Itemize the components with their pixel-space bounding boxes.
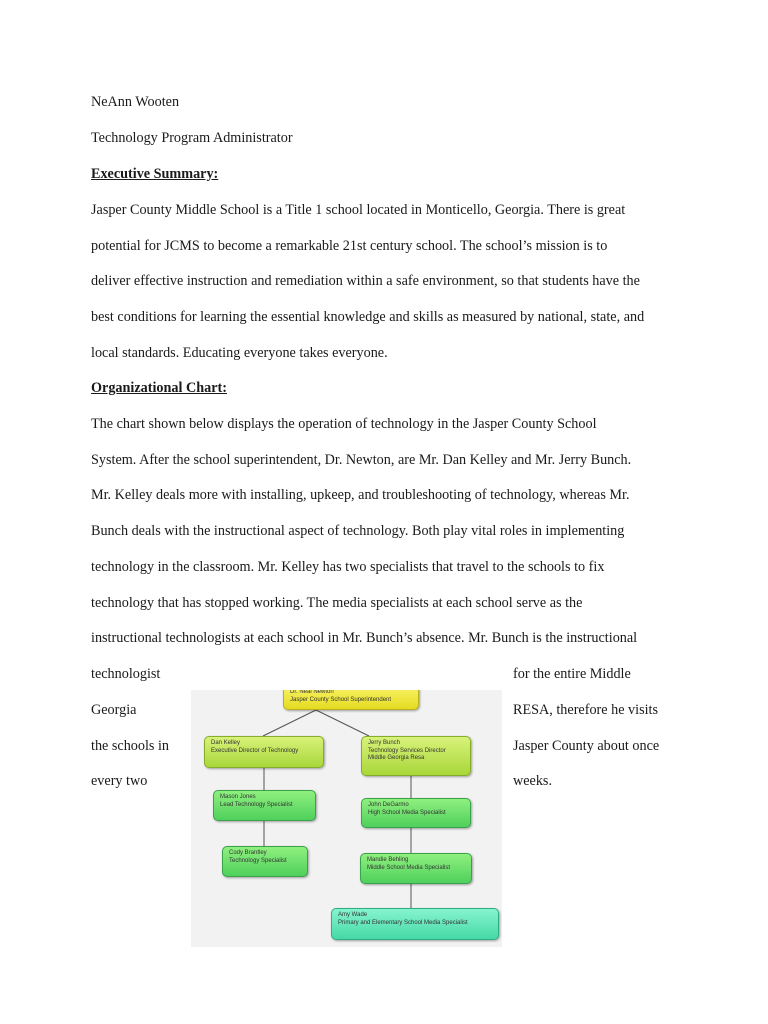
behling-name: Mandie Behling bbox=[367, 857, 409, 863]
summary-line: potential for JCMS to become a remarkable 21st century school. The school’s mission is to bbox=[91, 238, 608, 254]
bunch-role-2: Middle Georgia Resa bbox=[368, 755, 425, 761]
wrap-text-right: for the entire Middle bbox=[513, 666, 631, 682]
jones-box bbox=[213, 790, 316, 821]
connector-line bbox=[263, 710, 316, 736]
org-line: instructional technologists at each school in Mr. Bunch’s absence. Mr. Bunch is the instructional bbox=[91, 630, 638, 646]
wrap-text-left: the schools in bbox=[91, 738, 170, 754]
author-name: NeAnn Wooten bbox=[91, 94, 180, 110]
kelley-name: Dan Kelley bbox=[211, 740, 241, 746]
kelley-role: Executive Director of Technology bbox=[211, 747, 299, 754]
summary-line: deliver effective instruction and remediation within a safe environment, so that students have the bbox=[91, 273, 640, 289]
degarmo-role: High School Media Specialist bbox=[368, 809, 446, 816]
bunch-role: Technology Services Director bbox=[368, 747, 446, 754]
author-title: Technology Program Administrator bbox=[91, 130, 293, 146]
org-line: The chart shown below displays the operation of technology in the Jasper County School bbox=[91, 416, 597, 432]
degarmo-box bbox=[361, 798, 471, 828]
kelley-box bbox=[204, 736, 324, 768]
wrap-text-right: Jasper County about once bbox=[513, 738, 660, 754]
wrap-text-left: technologist bbox=[91, 666, 161, 682]
wrap-text-right: RESA, therefore he visits bbox=[513, 702, 658, 718]
jones-role: Lead Technology Specialist bbox=[220, 801, 293, 808]
summary-line: best conditions for learning the essential knowledge and skills as measured by national, state, and bbox=[91, 309, 645, 325]
connector-line bbox=[316, 710, 369, 736]
executive-summary-heading: Executive Summary: bbox=[91, 166, 219, 182]
bunch-name: Jerry Bunch bbox=[368, 740, 401, 746]
superintendent-box bbox=[283, 690, 419, 710]
wade-role: Primary and Elementary School Media Specialist bbox=[338, 919, 468, 926]
superintendent-role: Jasper County School Superintendent bbox=[290, 696, 392, 703]
org-chart-heading: Organizational Chart: bbox=[91, 380, 227, 396]
org-line: technology that has stopped working. The media specialists at each school serve as the bbox=[91, 595, 583, 611]
superintendent-name: Dr. Neal Newton bbox=[290, 690, 334, 695]
org-line: Mr. Kelley deals more with installing, upkeep, and troubleshooting of technology, whereas Mr. bbox=[91, 487, 630, 503]
wade-name: Amy Wade bbox=[338, 912, 368, 918]
brantley-role: Technology Specialist bbox=[229, 857, 287, 864]
org-line: technology in the classroom. Mr. Kelley has two specialists that travel to the schools to fix bbox=[91, 559, 605, 575]
degarmo-name: John DeGarmo bbox=[368, 802, 409, 808]
org-line: Bunch deals with the instructional aspect of technology. Both play vital roles in implementing bbox=[91, 523, 625, 539]
brantley-box bbox=[222, 846, 308, 877]
wrap-text-left: Georgia bbox=[91, 702, 137, 718]
wrap-text-left: every two bbox=[91, 773, 148, 789]
wrap-text-right: weeks. bbox=[513, 773, 553, 789]
behling-box bbox=[360, 853, 472, 884]
wade-box bbox=[331, 908, 499, 940]
org-line: System. After the school superintendent, Dr. Newton, are Mr. Dan Kelley and Mr. Jerry Bunch. bbox=[91, 452, 632, 468]
summary-line: Jasper County Middle School is a Title 1 school located in Monticello, Georgia. There is great bbox=[91, 202, 626, 218]
org-chart-image bbox=[191, 690, 502, 947]
behling-role: Middle School Media Specialist bbox=[367, 864, 451, 871]
summary-line: local standards. Educating everyone takes everyone. bbox=[91, 345, 388, 361]
jones-name: Mason Jones bbox=[220, 794, 256, 800]
brantley-name: Cody Brantley bbox=[229, 850, 267, 856]
bunch-box bbox=[361, 736, 471, 776]
